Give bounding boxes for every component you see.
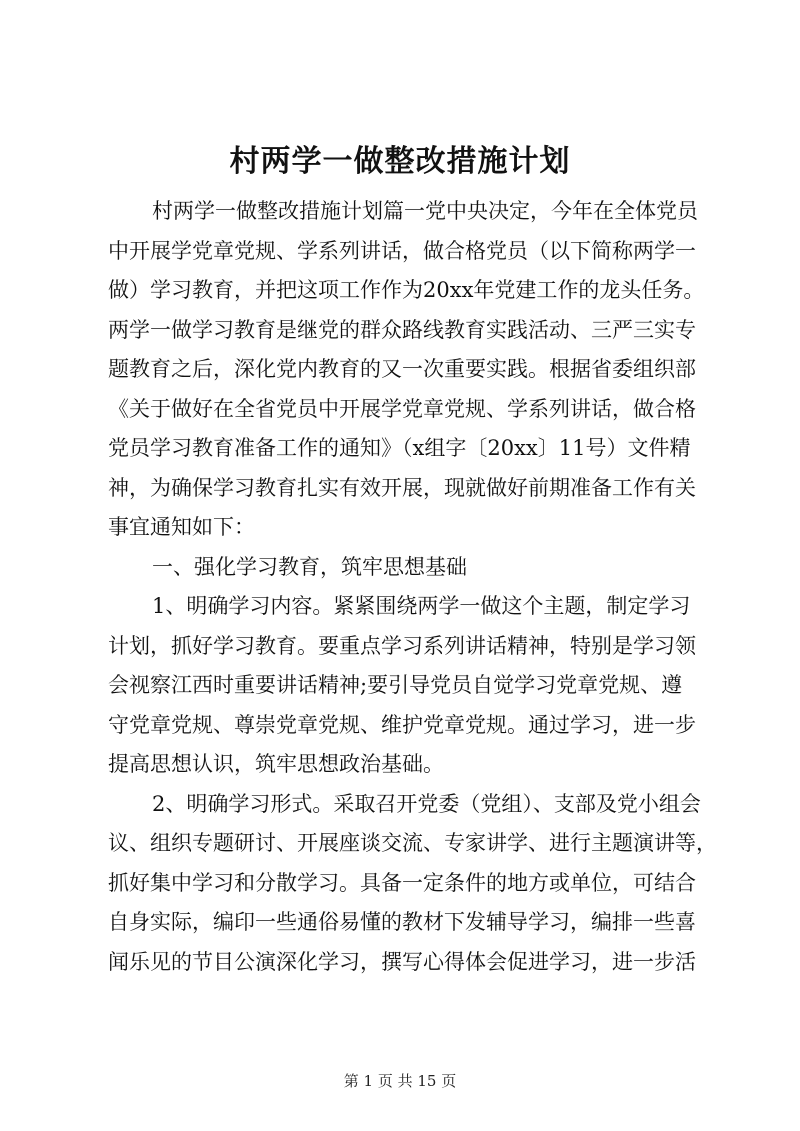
body-line: 守党章党规、尊崇党章党规、维护党章党规。通过学习，进一步 [108,712,696,737]
body-line: 《关于做好在全省党员中开展学党章党规、学系列讲话，做合格 [108,396,696,421]
body-line: 自身实际，编印一些通俗易懂的教材下发辅导学习，编排一些喜 [108,910,696,934]
body-line: 1、明确学习内容。紧紧围绕两学一做这个主题，制定学习 [152,594,691,618]
body-line: 中开展学党章党规、学系列讲话，做合格党员（以下简称两学一 [108,238,696,263]
body-line: 提高思想认识，筑牢思想政治基础。 [108,752,444,776]
body-line: 议、组织专题研讨、开展座谈交流、专家讲学、进行主题演讲等， [108,831,717,855]
document-body [108,192,717,982]
body-line: 2、明确学习形式。采取召开党委（党组）、支部及党小组会 [152,791,701,816]
body-line: 抓好集中学习和分散学习。具备一定条件的地方或单位，可结合 [108,870,696,895]
body-line: 神，为确保学习教育扎实有效开展，现就做好前期准备工作有关 [108,475,696,500]
body-line: 计划，抓好学习教育。要重点学习系列讲话精神，特别是学习领 [108,633,696,658]
section-heading: 一、强化学习教育，筑牢思想基础 [152,554,467,579]
body-line: 做）学习教育，并把这项工作作为20xx年党建工作的龙头任务。 [108,278,705,302]
page-number-footer: 第 1 页 共 15 页 [343,1072,457,1090]
body-line: 党员学习教育准备工作的通知》（x组字〔20xx〕11号）文件精 [108,436,691,460]
body-line: 两学一做学习教育是继党的群众路线教育实践活动、三严三实专 [108,317,696,342]
document-title: 村两学一做整改措施计划 [229,144,571,179]
body-line: 会视察江西时重要讲话精神;要引导党员自觉学习党章党规、遵 [108,673,683,697]
body-line: 村两学一做整改措施计划篇一党中央决定，今年在全体党员 [152,199,698,223]
body-line: 闻乐见的节目公演深化学习，撰写心得体会促进学习，进一步活 [108,949,696,974]
body-line: 题教育之后，深化党内教育的又一次重要实践。根据省委组织部 [108,357,696,381]
body-line: 事宜通知如下： [108,515,255,539]
